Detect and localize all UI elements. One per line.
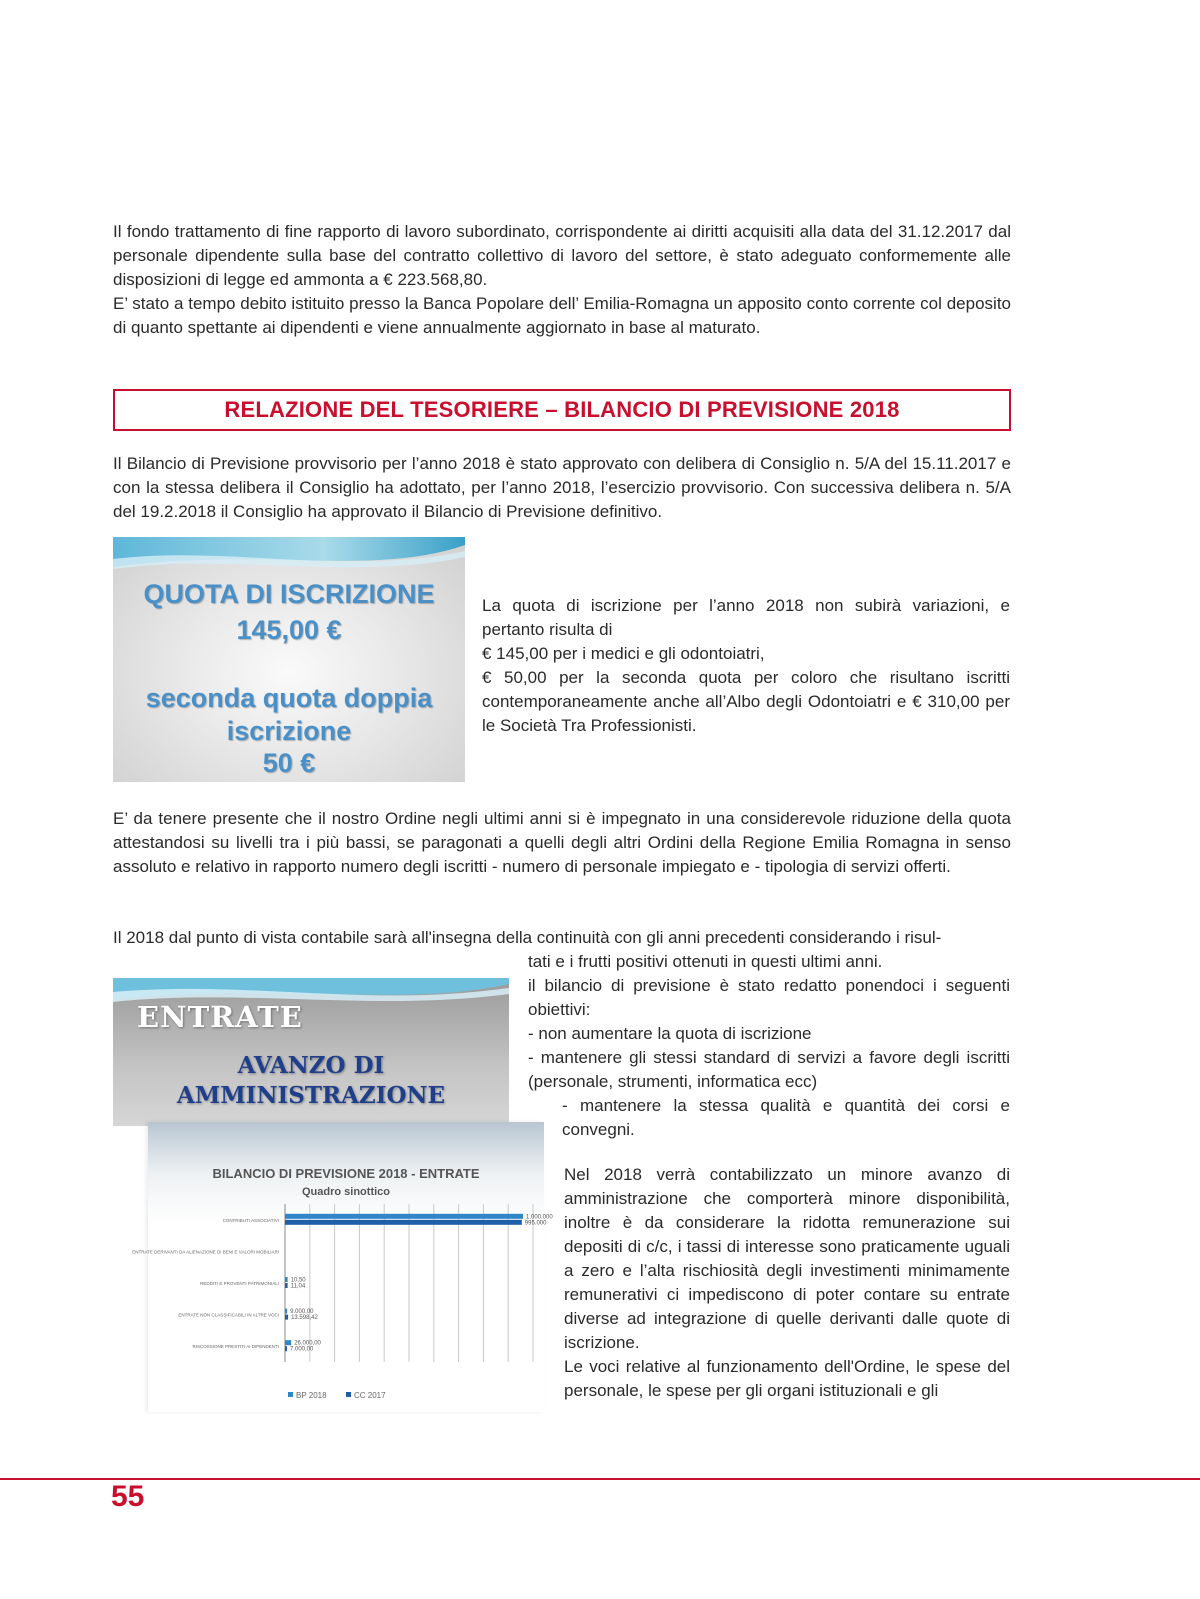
avanzo-text-1: Nel 2018 verrà contabilizzato un minore avanzo di amministrazione che comporterà minore disponibilità, inoltre è da considerare la ridotta remunerazione sui depositi di c/c, i tassi di interesse sono praticamente uguali a zero e l’alta rischiosità degli investimenti minimamente remunerativi ci impediscono di poter contare su entrate diverse ad integrazione di quelle derivanti dalle quote di iscrizione. [564, 1165, 1010, 1352]
section-heading-box [113, 389, 1011, 431]
objective-2: - mantenere gli stessi standard di servizi a favore degli iscritti (personale, strumenti, informatica ecc) [528, 1048, 1010, 1091]
quota-slide-image [113, 537, 465, 782]
chart-title: BILANCIO DI PREVISIONE 2018 - ENTRATE [212, 1166, 480, 1181]
chart-data-label: 9.000,00 [290, 1309, 314, 1316]
chart-category-label: RISCOSSIONE PRESTITI AI DIPENDENTI [192, 1344, 279, 1350]
intro-paragraph-1: Il fondo trattamento di fine rapporto di lavoro subordinato, corrispondente ai diritti acquisiti alla data del 31.12.2017 dal personale dipendente sulla base del contratto collettivo di lavoro del settore, è stato adeguato conformemente alle disposizioni di legge ed ammonta a € 223.568,80. [113, 222, 1011, 289]
objective-1: - non aumentare la quota di iscrizione [528, 1024, 812, 1043]
avanzo-paragraph [564, 1163, 1010, 1403]
section-paragraph [113, 452, 1011, 524]
slide-iscrizione: iscrizione [226, 716, 352, 746]
slide-avanzo: AVANZO DI [237, 1052, 385, 1079]
objectives-column [528, 950, 1010, 1142]
chart-bar [285, 1220, 522, 1225]
objectives-intro: il bilancio di previsione è stato redatto ponendoci i seguenti obiettivi: [528, 976, 1010, 1019]
entrate-slide-image [113, 978, 509, 1126]
section-paragraph-text: Il Bilancio di Previsione provvisorio per l’anno 2018 è stato approvato con delibera di Consiglio n. 5/A del 15.11.2017 e con la stessa delibera il Consiglio ha adottato, per l’anno 2018, l’esercizio provvisorio. Con successiva delibera n. 5/A del 19.2.2018 il Consiglio ha approvato il Bilancio di Previsione definitivo. [113, 454, 1011, 521]
chart-data-label: 7.000,00 [290, 1346, 314, 1353]
chart-data-label: 995.000 [524, 1220, 547, 1227]
reduction-paragraph [113, 807, 1011, 879]
slide-amministrazione: AMMINISTRAZIONE [176, 1082, 446, 1109]
entrate-chart-svg [132, 1122, 553, 1412]
chart-bar [285, 1283, 288, 1288]
chart-legend-label: BP 2018 [296, 1391, 327, 1400]
chart-bar [285, 1309, 287, 1314]
intro-text [113, 220, 1011, 340]
slide-quota-amount: 145,00 € [236, 615, 342, 645]
chart-data-label: 26.000,00 [294, 1340, 321, 1347]
chart-legend-swatch [346, 1392, 351, 1397]
chart-data-label: 13.598,42 [291, 1315, 318, 1322]
continuity-first-line: Il 2018 dal punto di vista contabile sarà all'insegna della continuità con gli anni precedenti considerando i risul- [113, 928, 942, 947]
chart-subtitle: Quadro sinottico [302, 1186, 390, 1198]
chart-data-label: 11,04 [290, 1283, 306, 1290]
chart-legend-swatch [288, 1392, 293, 1397]
continuity-paragraph-first-line [113, 926, 1011, 950]
chart-data-label: 10,50 [290, 1277, 306, 1284]
chart-category-label: ENTRATE NON CLASSIFICABILI IN ALTRE VOCI [178, 1312, 279, 1318]
quota-text [482, 594, 1010, 738]
chart-bar [285, 1315, 288, 1320]
quota-line-2: € 145,00 per i medici e gli odontoiatri, [482, 644, 765, 663]
chart-category-label: REDDITI E PROVENTI PATRIMONIALI [200, 1281, 279, 1286]
intro-paragraph-2: E’ stato a tempo debito istituito presso la Banca Popolare dell’ Emilia-Romagna un apposito conto corrente col deposito di quanto spettante ai dipendenti e viene annualmente aggiornato in base al maturato. [113, 294, 1011, 337]
slide-entrate-title: ENTRATE [137, 1000, 303, 1034]
footer-divider [0, 1478, 1200, 1480]
chart-category-label: CONTRIBUTI ASSOCIATIVI [222, 1217, 279, 1223]
section-title: RELAZIONE DEL TESORIERE – BILANCIO DI PREVISIONE 2018 [224, 397, 900, 422]
chart-data-label: 1.000.000 [526, 1214, 553, 1221]
avanzo-text-2: Le voci relative al funzionamento dell'Ordine, le spese del personale, le spese per gli organi istituzionali e gli [564, 1357, 1010, 1400]
quota-line-3: € 50,00 per la seconda quota per coloro che risultano iscritti contemporaneamente anche all’Albo degli Odontoiatri e € 310,00 per le Società Tra Professionisti. [482, 668, 1010, 735]
quota-line-1: La quota di iscrizione per l’anno 2018 non subirà variazioni, e pertanto risulta di [482, 596, 1010, 639]
slide-second-amount: 50 € [262, 748, 316, 778]
reduction-paragraph-text: E’ da tenere presente che il nostro Ordine negli ultimi anni si è impegnato in una considerevole riduzione della quota attestandosi su livelli tra i più bassi, se paragonati a quelli degli altri Ordini della Regione Emilia Romagna in senso assoluto e relativo in rapporto numero degli iscritti - numero di personale impiegato e - tipologia di servizi offerti. [113, 809, 1011, 876]
chart-category-label: ENTRATE DERIVANTI DA ALIENAZIONE DI BENI E VALORI MOBILIARI [132, 1249, 279, 1255]
chart-legend-label: CC 2017 [354, 1391, 386, 1400]
chart-bar [285, 1214, 523, 1219]
chart-bar [285, 1346, 287, 1351]
slide-second-quota: seconda quota doppia [145, 683, 433, 713]
page-number: 55 [111, 1480, 145, 1513]
objective-3: - mantenere la stessa qualità e quantità dei corsi e convegni. [562, 1096, 1010, 1139]
continuity-cont: tati e i frutti positivi ottenuti in questi ultimi anni. [528, 952, 883, 971]
slide-quota-title: QUOTA DI ISCRIZIONE [143, 579, 435, 609]
chart-bar [285, 1277, 288, 1282]
chart-bar [285, 1340, 291, 1345]
entrate-chart [132, 1122, 553, 1412]
